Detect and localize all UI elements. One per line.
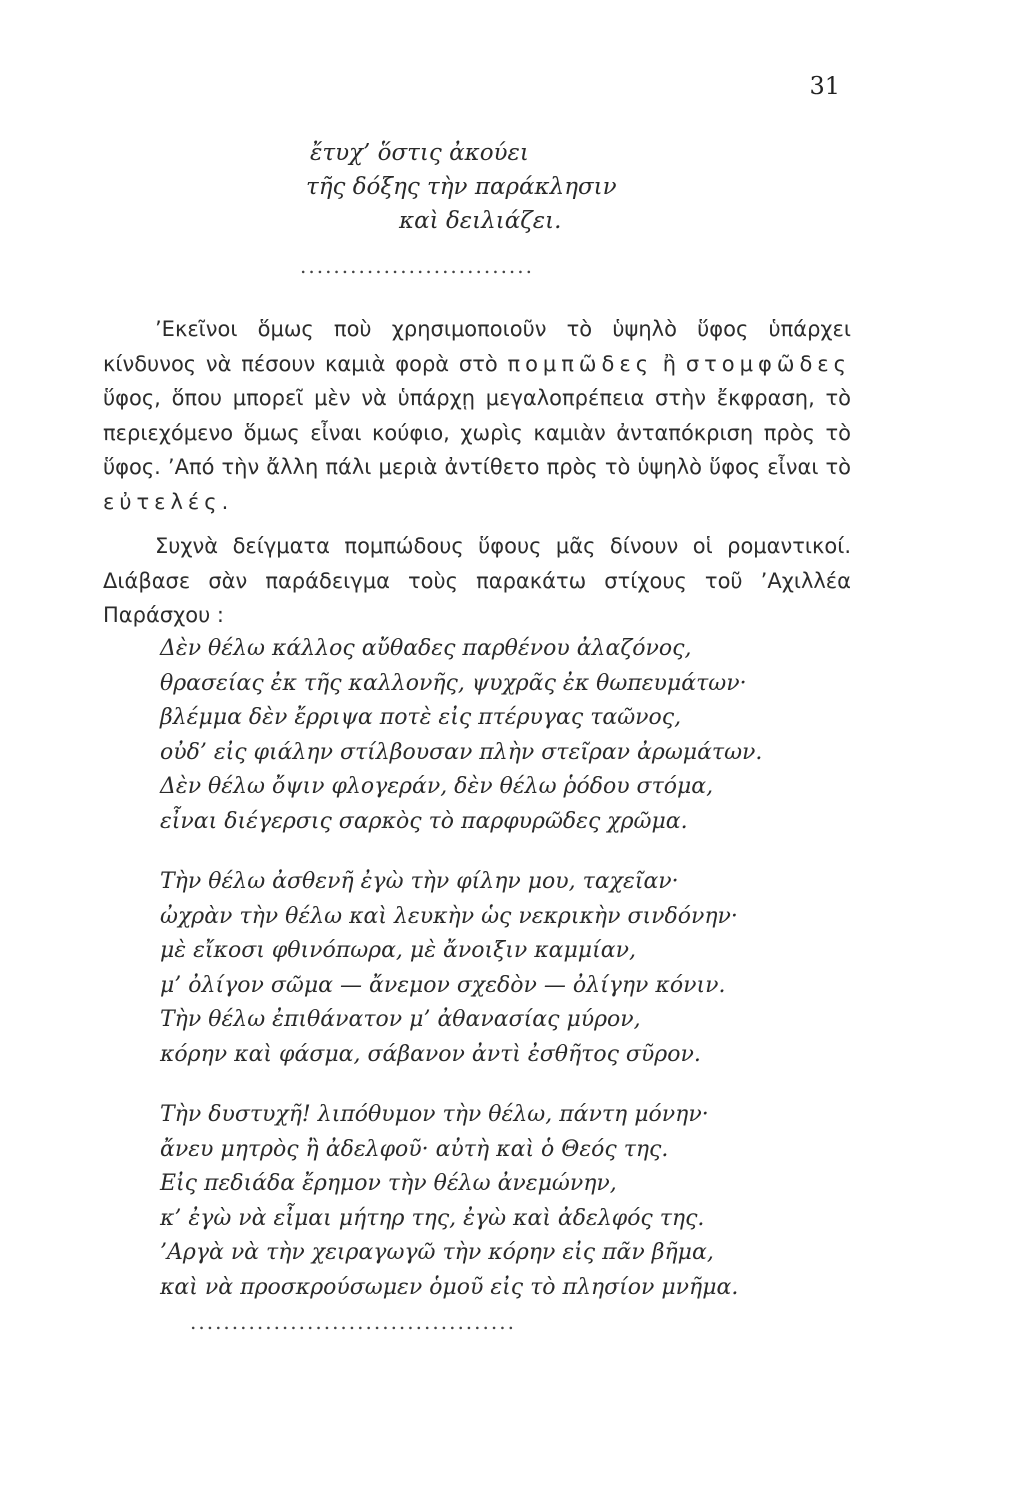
verse-line: τῆς δόξης τὴν παράκλησιν: [306, 174, 617, 200]
emphasized-word: εὐτελές: [103, 489, 222, 514]
verse-line: ἔτυχ’ ὅστις ἀκούει: [310, 140, 529, 166]
poem-line: εἶναι διέγερσις σαρκὸς τὸ παρφυρῶδες χρῶμα.: [160, 808, 688, 834]
poem-line: ὠχρὰν τὴν θέλω καὶ λευκὴν ὡς νεκρικὴν σινδόνην·: [160, 903, 738, 929]
poem-line: κ’ ἐγὼ νὰ εἶμαι μήτηρ της, ἐγὼ καὶ ἀδελφός της.: [160, 1205, 705, 1231]
poem-line: Δὲν θέλω κάλλος αὔθαδες παρθένου ἀλαζόνος,: [160, 636, 692, 661]
poem-line: ἄνευ μητρὸς ἢ ἀδελφοῦ· αὐτὴ καὶ ὁ Θεός της.: [160, 1136, 669, 1162]
separator-dots-bottom: .......................................: [190, 1310, 516, 1334]
opening-verse: [306, 136, 617, 238]
poem-line: Εἰς πεδιάδα ἔρημον τὴν θέλω ἀνεμώνην,: [160, 1171, 617, 1196]
stanza: [160, 865, 762, 1072]
verse-line: καὶ δειλιάζει.: [399, 208, 562, 234]
poem-line: κόρην καὶ φάσμα, σάβανον ἀντὶ ἐσθῆτος σῦρον.: [160, 1041, 701, 1067]
poem-line: ’Αργὰ νὰ τὴν χειραγωγῶ τὴν κόρην εἰς πᾶν βῆμα,: [160, 1240, 714, 1265]
stanza: [160, 632, 762, 839]
poem-line: Τὴν θέλω ἀσθενῆ ἐγὼ τὴν φίλην μου, ταχεῖαν·: [160, 869, 679, 894]
poem-line: καὶ νὰ προσκρούσωμεν ὁμοῦ εἰς τὸ πλησίον μνῆμα.: [160, 1274, 739, 1300]
paragraph-text: ’Εκεῖνοι ὅμως ποὺ χρησιμοποιοῦν τὸ ὑψηλὸ ὕφος ὑπάρχει κίνδυνος νὰ πέσουν καμιὰ φορὰ στὸ: [103, 317, 851, 376]
poem-line: οὐδ’ εἰς φιάλην στίλβουσαν πλὴν στεῖραν ἀρωμάτων.: [160, 739, 763, 765]
paragraph-text: .: [221, 489, 229, 514]
poem-line: Τὴν θέλω ἐπιθάνατον μ’ ἀθανασίας μύρον,: [160, 1007, 641, 1032]
emphasized-word: στομφῶδες: [685, 351, 851, 376]
poem: [160, 632, 762, 1331]
poem-line: Δὲν θέλω ὄψιν φλογεράν, δὲν θέλω ῥόδου στόμα,: [160, 774, 714, 799]
poem-line: μ’ ὀλίγον σῶμα — ἄνεμον σχεδὸν — ὀλίγην κόνιν.: [160, 972, 726, 998]
page-number: 31: [809, 72, 840, 100]
poem-line: Τὴν δυστυχῆ! λιπόθυμον τὴν θέλω, πάντη μόνην·: [160, 1102, 709, 1127]
emphasized-word: πομπῶδες: [507, 351, 654, 376]
paragraph: [103, 312, 851, 519]
stanza: [160, 1098, 762, 1305]
poem-line: μὲ εἴκοσι φθινόπωρα, μὲ ἄνοιξιν καμμίαν,: [160, 938, 636, 963]
prose-body: [103, 312, 851, 643]
paragraph: Συχνὰ δείγματα πομπώδους ὕφους μᾶς δίνουν οἱ ρομαντικοί. Διάβασε σὰν παράδειγμα τοὺς παρακάτω στίχους τοῦ ’Αχιλλέα Παράσχου :: [103, 534, 851, 627]
paragraph-text: ὕφος, ὅπου μπορεῖ μὲν νὰ ὑπάρχῃ μεγαλοπρέπεια στὴν ἔκφραση, τὸ περιεχόμενο ὅμως εἶναι κούφιο, χωρὶς καμιὰν ἀνταπόκριση πρὸς τὸ ὕφος. ’Από τὴν ἄλλη πάλι μεριὰ ἀντίθετο πρὸς τὸ ὑψηλὸ ὕφος εἶναι τὸ: [103, 386, 851, 479]
poem-line: βλέμμα δὲν ἔρριψα ποτὲ εἰς πτέρυγας ταῶνος,: [160, 705, 682, 730]
poem-line: θρασείας ἐκ τῆς καλλονῆς, ψυχρᾶς ἐκ θωπευμάτων·: [160, 670, 747, 696]
paragraph-text: ἢ: [653, 351, 686, 376]
separator-dots-top: ............................: [300, 254, 535, 278]
